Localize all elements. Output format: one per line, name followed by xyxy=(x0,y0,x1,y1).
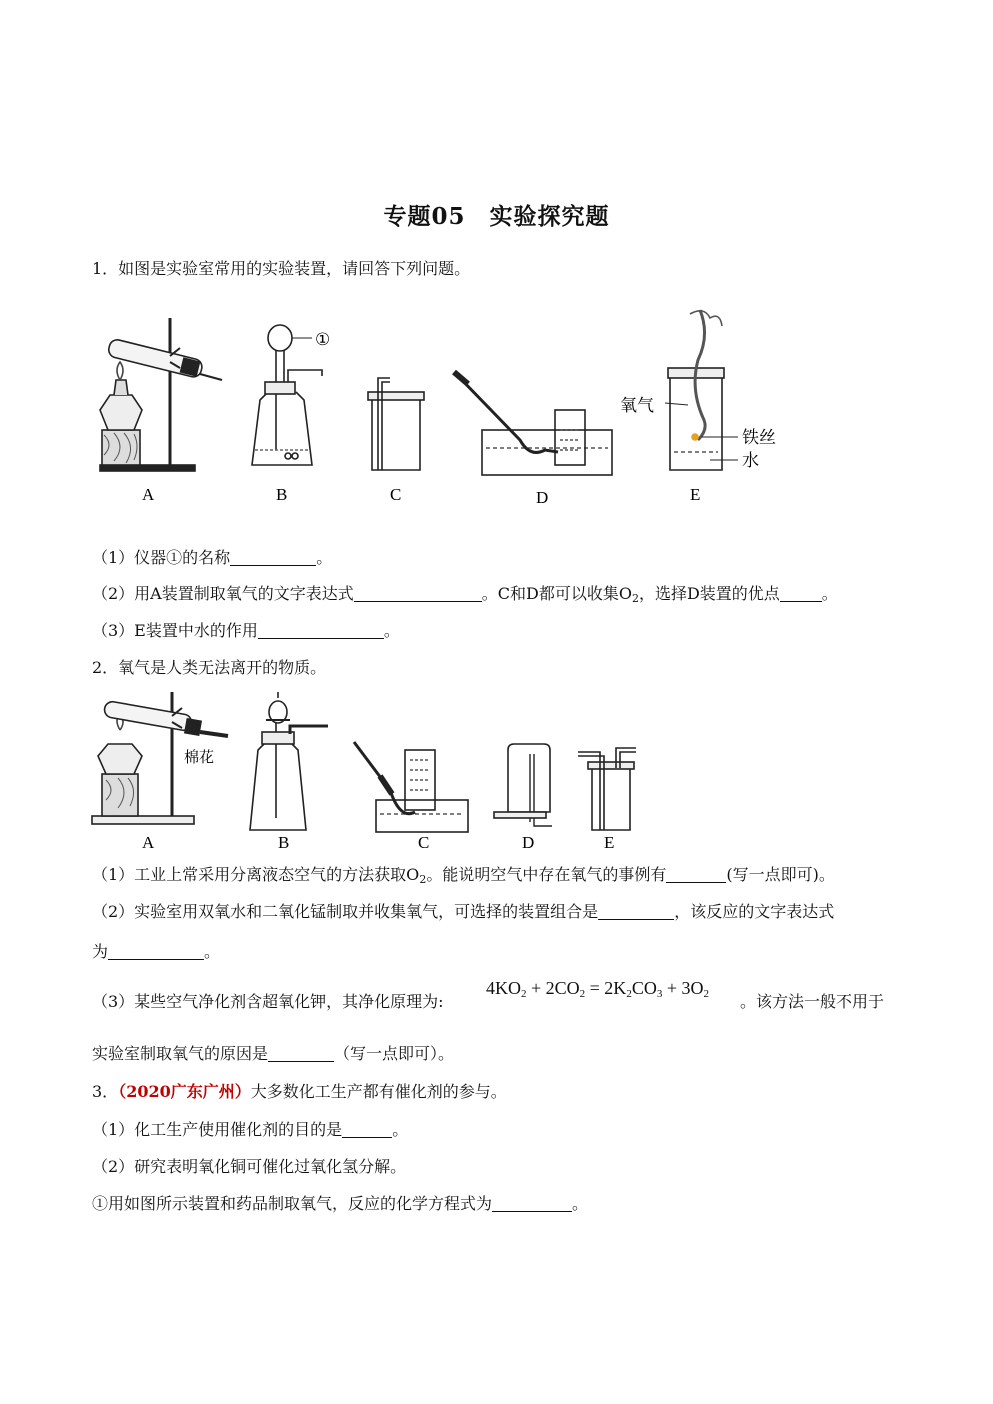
q1-sub3: （3）E装置中水的作用 。 xyxy=(92,621,400,640)
q1-apparatus-figure xyxy=(90,300,810,515)
q1-label-c: C xyxy=(390,485,402,504)
q2-sub1-blank[interactable] xyxy=(666,866,726,883)
q3-sub3-blank[interactable] xyxy=(492,1195,572,1212)
q2-device-d xyxy=(494,744,552,826)
q2-stem: 2．氧气是人类无法离开的物质。 xyxy=(92,658,327,677)
q2-sub3-blank[interactable] xyxy=(268,1045,334,1062)
q1-sub2-blank-a[interactable] xyxy=(354,585,482,602)
q2-device-e xyxy=(578,748,636,830)
q1-stem: 1．如图是实验室常用的实验装置，请回答下列问题。 xyxy=(92,259,471,278)
q2-sub2: （2）实验室用双氧水和二氧化锰制取并收集氧气，可选择的装置组合是 ，该反应的文字表达式 xyxy=(92,902,835,921)
q1-device-c xyxy=(368,378,424,470)
q1-water-label: 水 xyxy=(742,451,759,470)
q3-sub3: ①用如图所示装置和药品制取氧气，反应的化学方程式为 。 xyxy=(92,1194,589,1213)
q2-sub2-blank-a[interactable] xyxy=(598,903,674,920)
q1-label-a: A xyxy=(142,485,155,504)
q2-sub3-tail: 。该方法一般不用于 xyxy=(740,992,885,1011)
q2-label-e: E xyxy=(604,833,615,852)
q2-sub2-blank-b[interactable] xyxy=(108,943,204,960)
q2-sub3: （3）某些空气净化剂含超氧化钾，其净化原理为: xyxy=(92,992,444,1011)
q2-apparatus-figure xyxy=(90,690,650,855)
q1-device-e xyxy=(665,310,738,470)
q3-stem: 3．（2020广东广州）大多数化工生产都有催化剂的参与。 xyxy=(92,1082,507,1101)
q1-sub3-blank[interactable] xyxy=(258,622,384,639)
q1-device-b xyxy=(252,325,322,465)
q2-device-c xyxy=(354,742,468,832)
q2-sub3-cont: 实验室制取氧气的原因是 （写一点即可）。 xyxy=(92,1044,455,1063)
q1-circle1-label: ① xyxy=(315,330,331,349)
q1-oxygen-label: 氧气 xyxy=(620,396,654,415)
q2-label-b: B xyxy=(278,833,290,852)
q1-sub2-blank-b[interactable] xyxy=(780,585,822,602)
q3-source-tag: （2020广东广州） xyxy=(118,1082,251,1101)
q2-label-c: C xyxy=(418,833,430,852)
q1-device-a xyxy=(100,318,222,471)
q1-device-d xyxy=(454,372,612,475)
q2-cotton-label: 棉花 xyxy=(184,748,215,766)
page-title: 专题05 实验探究题 xyxy=(383,203,610,230)
q3-sub2: （2）研究表明氧化铜可催化过氧化氢分解。 xyxy=(92,1157,407,1176)
q1-sub2: （2）用A装置制取氧气的文字表达式 。C和D都可以收集$O_2$，选择D装置的优点 。 xyxy=(92,584,838,605)
q1-label-b: B xyxy=(276,485,288,504)
q1-iron-wire-label: 铁丝 xyxy=(742,428,776,447)
q3-sub1-blank[interactable] xyxy=(342,1121,392,1138)
q2-device-b xyxy=(250,692,328,830)
q2-label-d: D xyxy=(522,833,535,852)
q2-sub1: （1）工业上常采用分离液态空气的方法获取$O_2$。能说明空气中存在氧气的事例有 (写一点即可)。 xyxy=(92,865,835,886)
q1-label-e: E xyxy=(690,485,701,504)
q1-sub1-blank[interactable] xyxy=(230,549,316,566)
q1-label-d: D xyxy=(536,488,549,507)
q2-label-a: A xyxy=(142,833,155,852)
q1-sub1: （1）仪器①的名称 。 xyxy=(92,548,333,567)
q2-equation: $4KO_2 + 2CO_2 = 2K_2CO_3 + 3O_2$ xyxy=(486,978,709,1000)
q3-sub1: （1）化工生产使用催化剂的目的是 。 xyxy=(92,1120,409,1139)
q2-sub2-cont: 为 。 xyxy=(92,942,221,961)
